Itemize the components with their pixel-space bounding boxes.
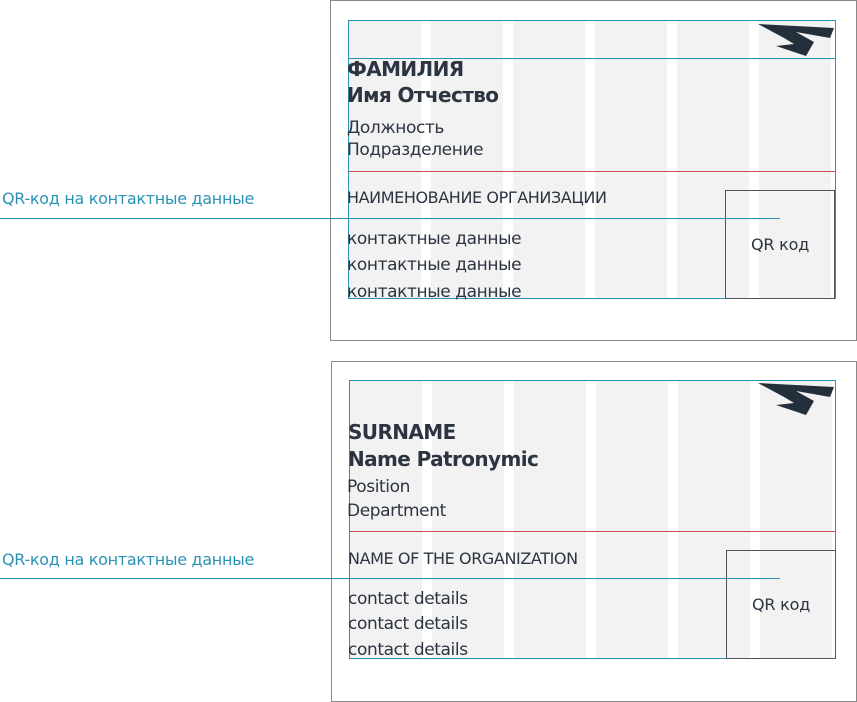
- divider-line-en: [349, 531, 836, 532]
- contact-line-3: контактные данные: [347, 282, 522, 302]
- annotation-pointer-line: [0, 218, 780, 219]
- qr-label: QR код: [750, 235, 810, 254]
- contact-line-2: контактные данные: [347, 255, 522, 275]
- name-patronymic-text: Name Patronymic: [348, 447, 539, 471]
- department-text: Department: [347, 501, 446, 521]
- surname-text: ФАМИЛИЯ: [347, 57, 464, 81]
- name-patronymic-text: Имя Отчество: [347, 83, 499, 107]
- qr-label: QR код: [751, 595, 811, 614]
- annotation-label: QR-код на контактные данные: [2, 550, 255, 569]
- annotation-pointer-line: [0, 578, 780, 579]
- divider-line-ru: [348, 171, 836, 172]
- contact-line-2: contact details: [348, 614, 468, 634]
- position-text: Position: [347, 477, 410, 497]
- contact-line-1: contact details: [348, 589, 468, 609]
- annotation-label: QR-код на контактные данные: [2, 189, 255, 208]
- contact-line-3: contact details: [348, 640, 468, 660]
- qr-code-placeholder: [725, 190, 835, 299]
- department-text: Подразделение: [347, 140, 484, 160]
- organization-text: НАИМЕНОВАНИЕ ОРГАНИЗАЦИИ: [347, 188, 607, 207]
- organization-text: NAME OF THE ORGANIZATION: [348, 549, 578, 568]
- contact-line-1: контактные данные: [347, 229, 522, 249]
- surname-text: SURNAME: [348, 420, 456, 444]
- brand-logo-icon: [756, 22, 836, 60]
- qr-code-placeholder: [726, 550, 836, 659]
- brand-logo-icon: [756, 381, 836, 419]
- position-text: Должность: [347, 118, 445, 138]
